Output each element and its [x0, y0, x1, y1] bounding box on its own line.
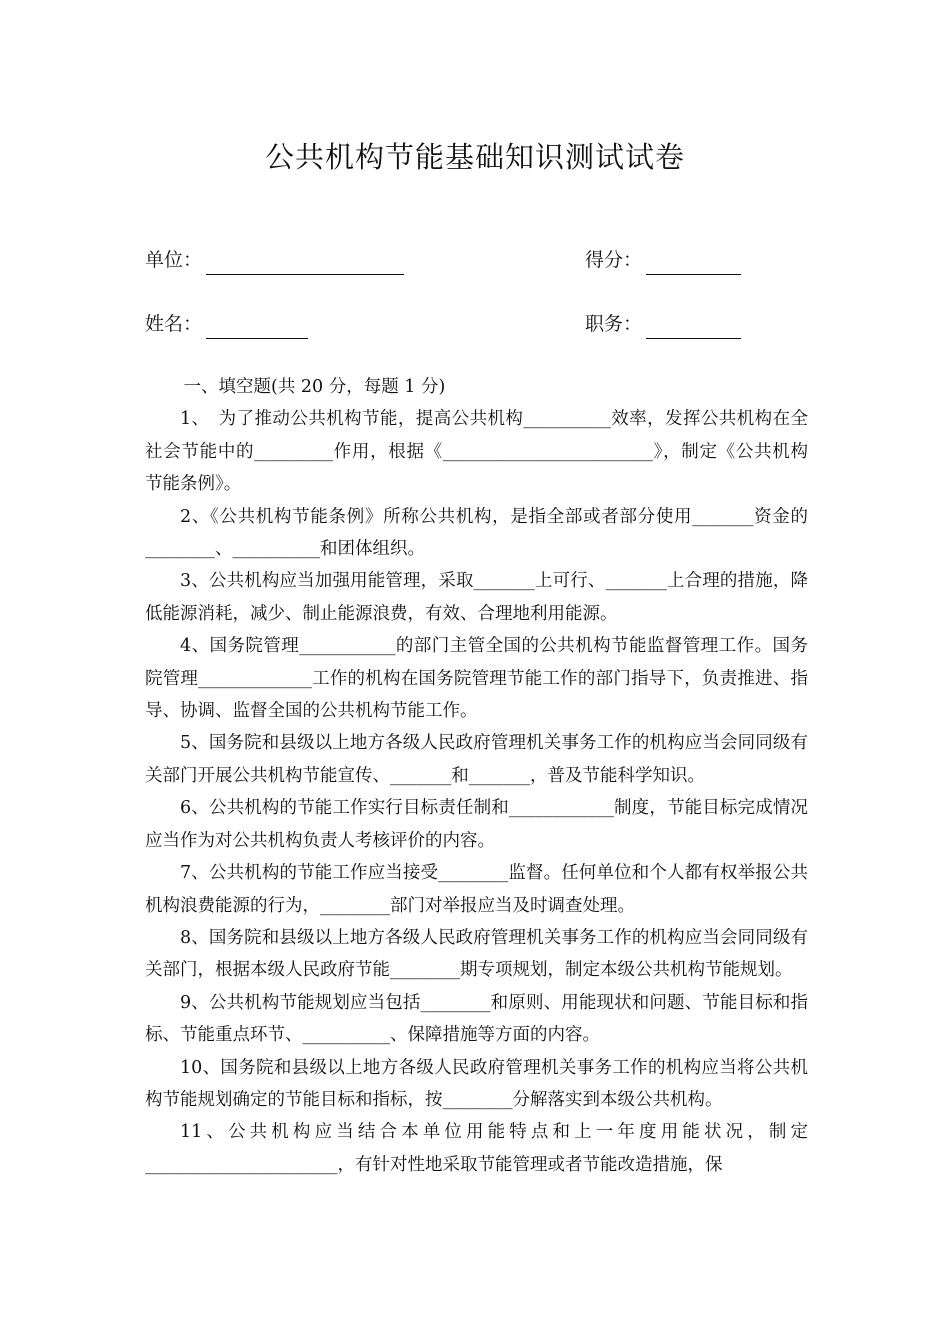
- score-blank-line: [646, 252, 741, 275]
- question-10: 10、国务院和县级以上地方各级人民政府管理机关事务工作的机构应当将公共机构节能规划确定的节能目标和指标，按________分解落实到本级公共机构。: [145, 1057, 808, 1110]
- exam-content: [145, 371, 808, 1181]
- question-1: 1、 为了推动公共机构节能，提高公共机构__________效率，发挥公共机构在全社会节能中的_________作用，根据《________________________》，制定《公共机构节能条例》。: [145, 409, 808, 495]
- question-9: 9、公共机构节能规划应当包括________和原则、用能现状和问题、节能目标和指标、节能重点环节、__________、保障措施等方面的内容。: [145, 992, 808, 1046]
- position-label: 职务：: [585, 313, 643, 335]
- question-8: 8、国务院和县级以上地方各级人民政府管理机关事务工作的机构应当会同同级有关部门，根据本级人民政府节能________期专项规划，制定本级公共机构节能规划。: [145, 927, 808, 981]
- score-label: 得分：: [585, 249, 643, 271]
- unit-label: 单位：: [145, 249, 203, 271]
- question-2: 2、《公共机构节能条例》所称公共机构，是指全部或者部分使用_______资金的________、__________和团体组织。: [145, 506, 808, 560]
- name-label: 姓名：: [145, 313, 203, 335]
- question-5: 5、国务院和县级以上地方各级人民政府管理机关事务工作的机构应当会同同级有关部门开展公共机构节能宣传、_______和_______，普及节能科学知识。: [145, 733, 808, 786]
- unit-blank-line: [206, 252, 404, 275]
- question-11: 11、公共机构应当结合本单位用能特点和上一年度用能状况，制定______________________，有针对性地采取节能管理或者节能改造措施，保: [145, 1122, 808, 1175]
- question-4: 4、国务院管理___________的部门主管全国的公共机构节能监督管理工作。国务院管理_____________工作的机构在国务院管理节能工作的部门指导下，负责推进、指导、协调、监督全国的公共机构节能工作。: [145, 636, 808, 722]
- question-3: 3、公共机构应当加强用能管理，采取_______上可行、_______上合理的措施，降低能源消耗，减少、制止能源浪费，有效、合理地利用能源。: [145, 571, 808, 624]
- question-6: 6、公共机构的节能工作实行目标责任制和____________制度，节能目标完成情况应当作为对公共机构负责人考核评价的内容。: [145, 798, 808, 851]
- page-title: 公共机构节能基础知识测试试卷: [264, 140, 685, 174]
- position-field: [585, 309, 741, 339]
- question-7: 7、公共机构的节能工作应当接受________监督。任何单位和个人都有权举报公共机构浪费能源的行为，________部门对举报应当及时调查处理。: [145, 863, 808, 916]
- section-heading: 一、填空题(共 20 分，每题 1 分): [183, 377, 446, 397]
- position-blank-line: [646, 316, 741, 339]
- score-field: [585, 245, 741, 275]
- name-field: [145, 309, 308, 339]
- name-blank-line: [206, 316, 308, 339]
- unit-field: [145, 245, 404, 275]
